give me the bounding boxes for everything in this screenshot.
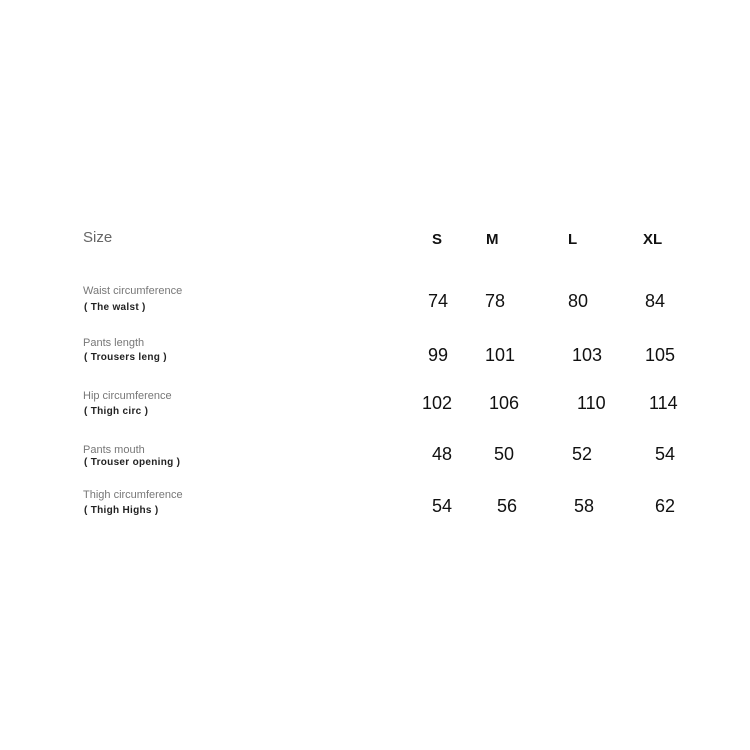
header-size-l: L [568,231,578,248]
row-sublabel-pants-length: ( Trousers leng ) [84,352,167,363]
value-cell: 105 [645,345,676,365]
row-sublabel-pants-mouth: ( Trouser opening ) [84,457,181,468]
row-sublabel-hip: ( Thigh circ ) [84,406,149,417]
value-cell: 62 [655,496,676,516]
header-size-s: S [432,231,443,248]
row-label-pants-length: Pants length [83,337,145,349]
value-cell: 103 [572,345,603,365]
value-cell: 101 [485,345,516,365]
value-cell: 110 [577,393,606,413]
value-cell: 74 [428,291,449,311]
row-sublabel-thigh: ( Thigh Highs ) [84,505,159,516]
value-cell: 56 [497,496,518,516]
value-cell: 114 [649,393,678,413]
size-column-label: Size [83,229,113,246]
value-cell: 54 [655,444,676,464]
value-cell: 52 [572,444,593,464]
value-cell: 48 [432,444,453,464]
header-size-xl: XL [643,231,663,248]
value-cell: 54 [432,496,453,516]
header-size-m: M [486,231,499,248]
value-cell: 58 [574,496,595,516]
row-label-thigh: Thigh circumference [83,489,183,501]
value-cell: 102 [422,393,453,413]
row-label-pants-mouth: Pants mouth [83,444,145,456]
value-cell: 84 [645,291,666,311]
value-cell: 106 [489,393,520,413]
row-label-waist: Waist circumference [83,285,183,297]
value-cell: 99 [428,345,449,365]
value-cell: 80 [568,291,589,311]
value-cell: 50 [494,444,515,464]
row-label-hip: Hip circumference [83,390,172,402]
value-cell: 78 [485,291,506,311]
row-sublabel-waist: ( The walst ) [84,302,146,313]
